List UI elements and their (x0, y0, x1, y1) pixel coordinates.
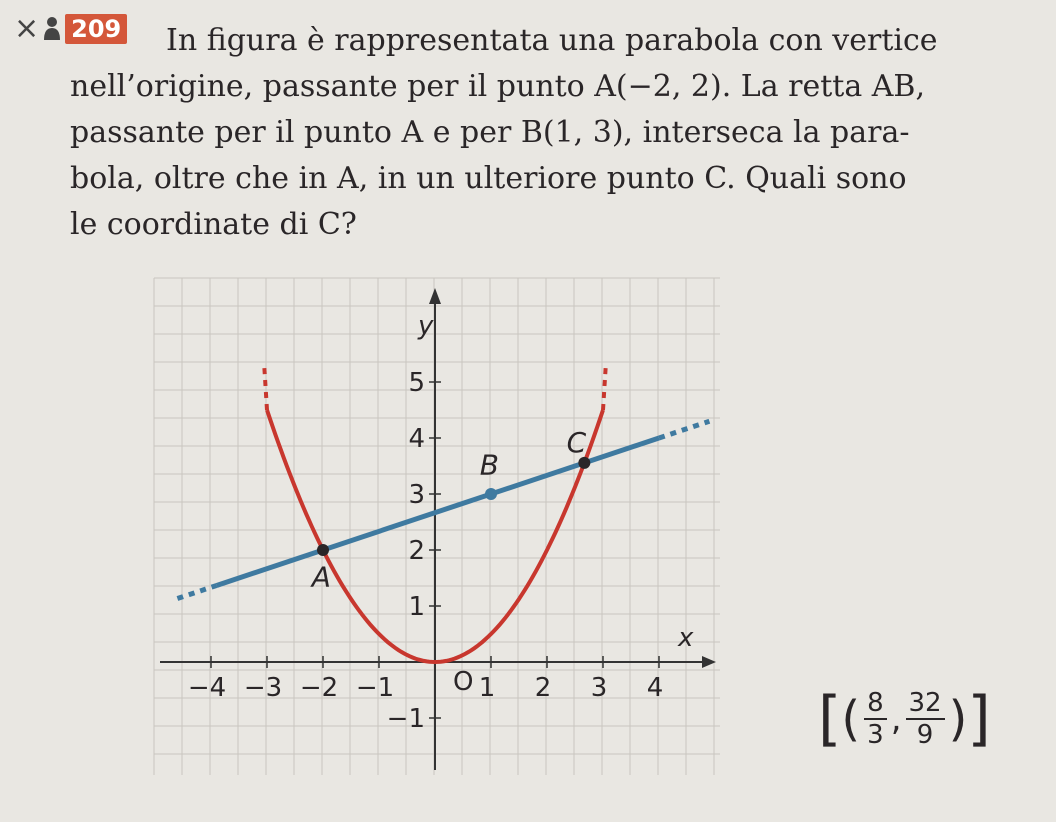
answer-y-denominator: 9 (916, 720, 934, 750)
problem-line-3: passante per il punto A e per B(1, 3), interseca la para- (70, 115, 910, 150)
problem-line-1: In figura è rappresentata una parabola con vertice (166, 23, 938, 58)
y-tick-label: 4 (408, 424, 425, 454)
x-tick-label: 2 (534, 673, 552, 703)
line-ab-right-dashed-end (659, 421, 709, 438)
x-tick-label: −4 (187, 673, 227, 703)
problem-line-2: nell’origine, passante per il punto A(−2, 2). La retta AB, (70, 69, 925, 104)
y-tick-label: 1 (408, 592, 425, 622)
line-ab-left-dashed-end (177, 585, 216, 598)
x-tick-label: 4 (646, 673, 664, 703)
problem-text (70, 18, 1030, 248)
answer (818, 684, 991, 754)
answer-x-fraction (864, 688, 887, 750)
y-tick-label: 3 (408, 480, 425, 510)
y-axis-label: y (418, 311, 434, 341)
point-a (317, 544, 329, 556)
cross-mark-icon: × (14, 11, 40, 46)
x-tick-label: −1 (355, 673, 395, 703)
y-tick-label: 5 (408, 368, 425, 398)
parabola-right-dashed-end (603, 365, 606, 410)
answer-open-paren: ( (841, 691, 861, 747)
problem-line-5: le coordinate di C? (70, 207, 357, 242)
answer-x-numerator: 8 (864, 688, 887, 720)
y-tick-label: 2 (408, 536, 425, 566)
x-tick-label: 1 (478, 673, 496, 703)
y-axis-arrow-icon (429, 288, 441, 304)
answer-close-bracket: ] (967, 684, 991, 754)
answer-y-fraction (906, 688, 945, 750)
graph-svg (150, 270, 725, 780)
y-tick-label: −1 (386, 704, 425, 734)
point-b (485, 488, 497, 500)
x-tick-label: −2 (299, 673, 339, 703)
problem-line-4: bola, oltre che in A, in un ulteriore punto C. Quali sono (70, 161, 907, 196)
graph-figure (150, 270, 725, 780)
point-c-label: C (566, 426, 587, 459)
answer-open-bracket: [ (818, 684, 842, 754)
person-icon (43, 16, 61, 42)
answer-separator: , (890, 699, 902, 739)
answer-x-denominator: 3 (867, 720, 884, 750)
origin-label: O (453, 667, 474, 697)
x-tick-label: −3 (243, 673, 283, 703)
x-tick-label: 3 (590, 673, 608, 703)
answer-y-numerator: 32 (906, 688, 945, 720)
point-b-label: B (479, 448, 500, 482)
x-axis-label: x (678, 623, 694, 653)
point-a-label: A (311, 560, 331, 594)
exercise-number: 209 (65, 14, 127, 44)
answer-close-paren: ) (948, 691, 968, 747)
